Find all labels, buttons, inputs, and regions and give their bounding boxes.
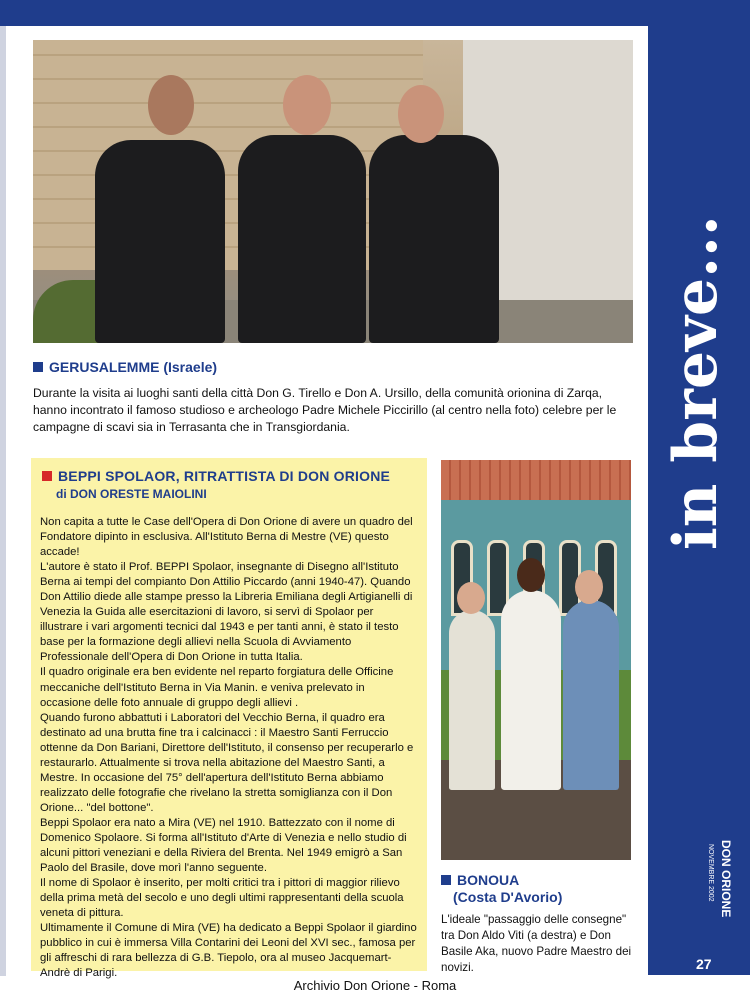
paragraph: L'autore è stato il Prof. BEPPI Spolaor, insegnante di Disegno all'Istituto Berna ai tempi del compianto Don Attilio Piccardo (anni 1940-47). Quando Don Attilio diede alle stampe presso la Libreria Emiliana degli Artigianelli di Venezia la Guida alle esercitazioni di lavoro, si servì di Spolaor per illustrare i vari argomenti tecnici dal 1943 e per tanti anni, è stato il testo base per la formazione degli allievi nella Scuola di Avviamento Professionale dell'Opera di Don Orione in tutta Italia. — [40, 561, 413, 664]
paragraph: Quando furono abbattuti i Laboratori del Vecchio Berna, il quadro era destinato ad una brutta fine tra i calcinacci : il Maestro Santi Ferruccio ottenne da Don Bariani, Direttore dell'Istituto, il consenso per recuperarlo e restaurarlo. Attualmente si trova nella abitazione del Maestro Santi, a Mestre. In occasione del 75° dell'apertura dell'Istituto Berna abbiamo realizzato delle fotografie che rivelano la stretta somiglianza con il Don Orione... "del bottone". — [40, 711, 414, 814]
gerusalemme-caption: Durante la visita ai luoghi santi della città Don G. Tirello e Don A. Ursillo, della comunità orionina di Zarqa, hanno incontrato il famoso studioso e archeologo Padre Michele Piccirillo (al centro nella foto) celebre per le campagne di scavi sia in Terrasanta che in Transgiordania. — [33, 386, 617, 434]
photo-person-left — [449, 610, 495, 790]
photo-person-center — [238, 135, 366, 343]
bonoua-caption: L'ideale "passaggio delle consegne" tra Don Aldo Viti (a destra) e Don Basile Aka, nuovo Padre Maestro dei novizi. — [441, 913, 632, 974]
square-bullet-icon — [441, 875, 451, 885]
top-color-band — [0, 0, 750, 26]
photo-roof — [441, 460, 631, 500]
beppi-article-author: di DON ORESTE MAIOLINI — [56, 487, 207, 501]
square-bullet-icon — [42, 471, 52, 481]
beppi-article-title: BEPPI SPOLAOR, RITRATTISTA DI DON ORIONE — [42, 468, 390, 484]
square-bullet-icon — [33, 362, 43, 372]
magazine-date: NOVEMBRE 2002 — [707, 844, 714, 902]
vertical-section-title — [660, 40, 740, 560]
vertical-title-svg — [660, 40, 740, 560]
bonoua-heading-line2: (Costa D'Avorio) — [453, 889, 563, 905]
paragraph: Non capita a tutte le Case dell'Opera di Don Orione di avere un quadro del Fondatore dipinto in esclusiva. All'Istituto Berna di Mestre (VE) questo accade! — [40, 516, 413, 559]
page-number: 27 — [696, 956, 712, 972]
paragraph: Ultimamente il Comune di Mira (VE) ha dedicato a Beppi Spolaor il giardino pubblico in cui è immersa Villa Contarini dei Leoni del XVI sec., famosa per gli affreschi di rara bellezza di G.B. Tiepolo, ora al museo Jacquemart-Andrè di Parigi. — [40, 922, 417, 980]
photo-person-right — [563, 600, 619, 790]
photo-person-left — [95, 140, 225, 343]
photo-head-left — [457, 582, 485, 614]
photo-head-right — [398, 85, 444, 143]
bonoua-heading-line1: BONOUA — [441, 872, 562, 889]
photo-person-center — [501, 590, 561, 790]
beppi-article-box — [31, 458, 427, 980]
magazine-masthead — [700, 840, 740, 940]
paragraph: Beppi Spolaor era nato a Mira (VE) nel 1910. Battezzato con il nome di Domenico Spolaore. Si forma all'Istituto d'Arte di Venezia e nello studio di alcuni pittori veneziani e della Riviera del Brenta. Nel 1949 emigrò a San Paolo del Brasile, dove morì l'anno seguente. — [40, 816, 407, 875]
beppi-article-body — [40, 515, 418, 981]
vertical-title-text: in breve... — [661, 215, 731, 550]
paragraph: Il quadro originale era ben evidente nel reparto forgiatura delle Officine meccaniche dell'Istituto Berna in Via Manin. e veniva prelevato in occasione delle foto annuale di gruppo degli allievi . — [40, 666, 394, 709]
bonoua-heading — [441, 872, 562, 906]
paragraph: Il nome di Spolaor è inserito, per molti critici tra i pittori di maggior rilievo della prima metà del secolo e uno degli ultimi rappresentanti della scuola veneta di pittura. — [40, 877, 404, 920]
photo-head-center — [517, 558, 545, 592]
photo-head-center — [283, 75, 331, 135]
archive-footer: Archivio Don Orione - Roma — [293, 978, 457, 993]
photo-head-left — [148, 75, 194, 135]
gerusalemme-heading: GERUSALEMME (Israele) — [33, 359, 217, 375]
masthead-svg — [700, 840, 740, 940]
photo-gerusalemme — [33, 40, 633, 343]
photo-head-right — [575, 570, 603, 604]
photo-bonoua — [441, 460, 631, 860]
photo-person-right — [369, 135, 499, 343]
magazine-name: DON ORIONE — [719, 840, 733, 918]
